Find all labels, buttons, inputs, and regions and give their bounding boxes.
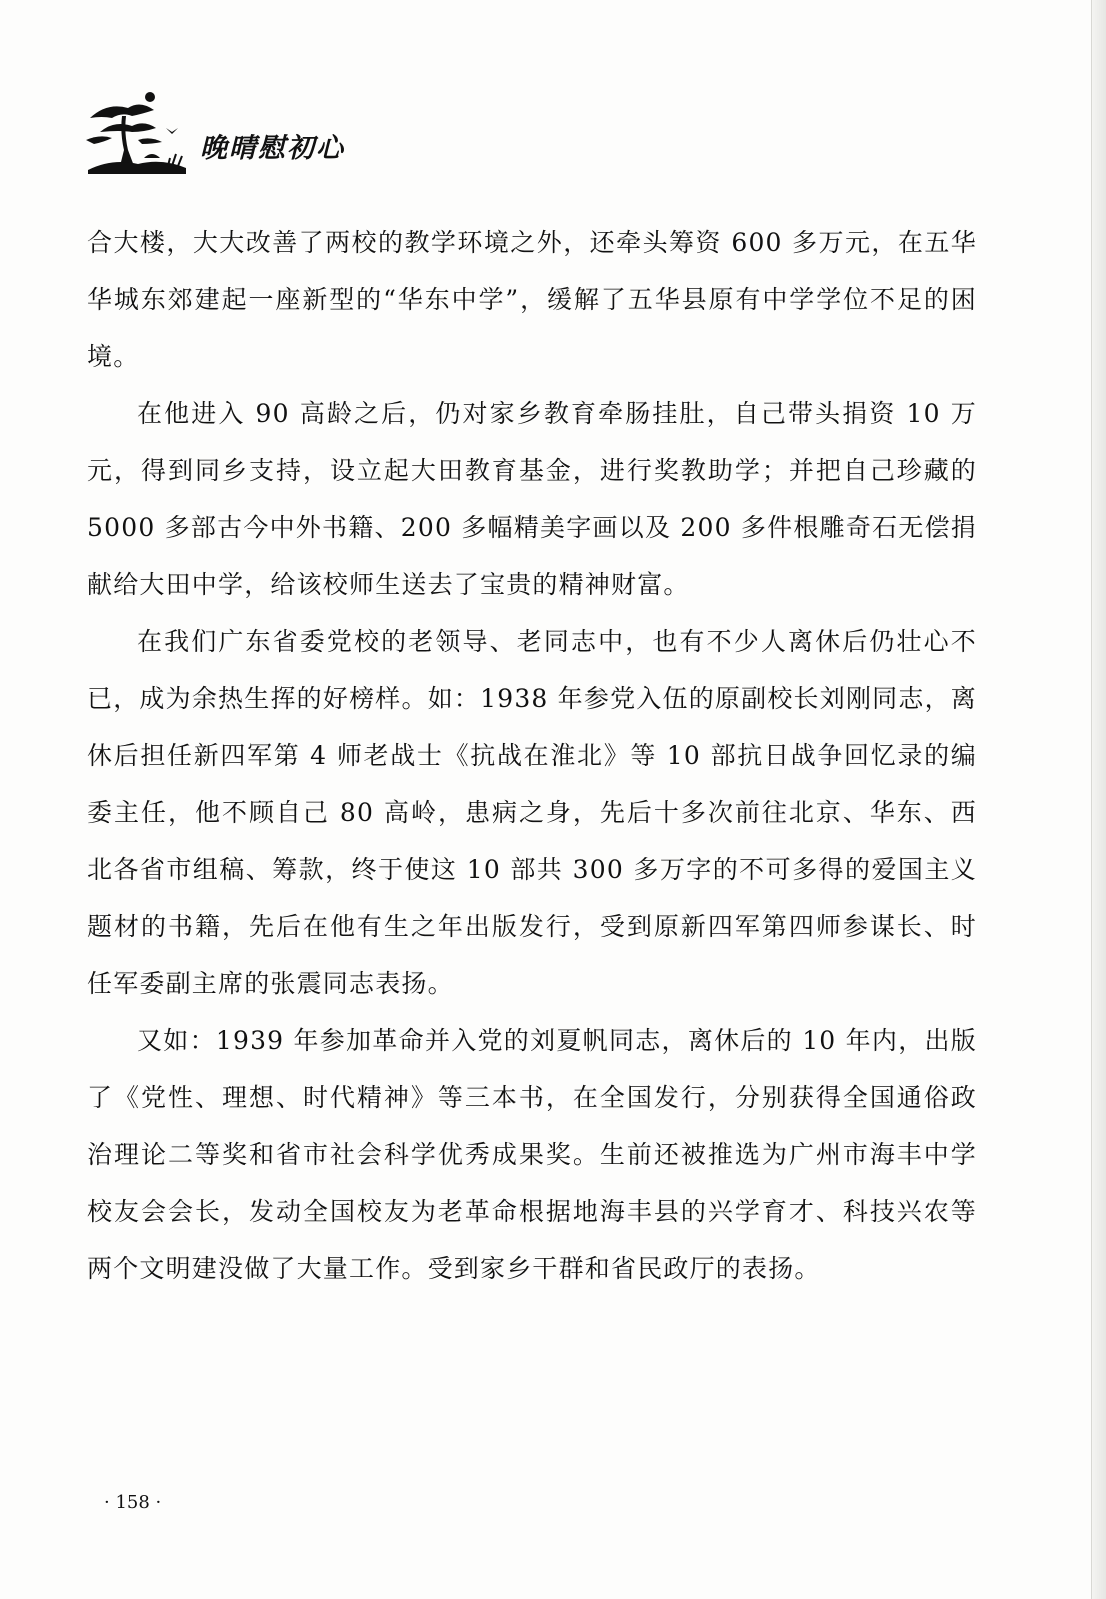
paragraph: 在他进入 90 高龄之后，仍对家乡教育牵肠挂肚，自己带头捐资 10 万元，得到同乡支持，设立起大田教育基金，进行奖教助学；并把自己珍藏的 5000 多部古今中外书籍、200 多幅精美字画以及 200 多件根雕奇石无偿捐献给大田中学，给该校师生送去了宝贵的精神财富。 — [87, 399, 977, 599]
page-number: · 158 · — [104, 1492, 162, 1513]
page-edge — [1091, 0, 1106, 1599]
paragraph: 合大楼，大大改善了两校的教学环境之外，还牵头筹资 600 多万元，在五华华城东郊建起一座新型的“华东中学”，缓解了五华县原有中学学位不足的困境。 — [87, 228, 977, 371]
paragraph: 又如：1939 年参加革命并入党的刘夏帆同志，离休后的 10 年内，出版了《党性、理想、时代精神》等三本书，在全国发行，分别获得全国通俗政治理论二等奖和省市社会科学优秀成果奖。生前还被推选为广州市海丰中学校友会会长，发动全国校友为老革命根据地海丰县的兴学育才、科技兴农等两个文明建没做了大量工作。受到家乡干群和省民政厅的表扬。 — [87, 1026, 977, 1283]
book-title: 晚晴慰初心 — [200, 133, 345, 164]
body-text — [87, 214, 977, 1297]
paragraph: 在我们广东省委党校的老领导、老同志中，也有不少人离休后仍壮心不已，成为余热生挥的好榜样。如：1938 年参党入伍的原副校长刘刚同志，离休后担任新四军第 4 师老战士《抗战在淮北》等 10 部抗日战争回忆录的编委主任，他不顾自己 80 高岭，患病之身，先后十多次前往北京、华东、西北各省市组稿、筹款，终于使这 10 部共 300 多万字的不可多得的爱国主义题材的书籍，先后在他有生之年出版发行，受到原新四军第四师参谋长、时任军委副主席的张震同志表扬。 — [87, 627, 977, 998]
page-header — [82, 88, 422, 178]
pine-tree-logo-icon — [82, 88, 197, 178]
